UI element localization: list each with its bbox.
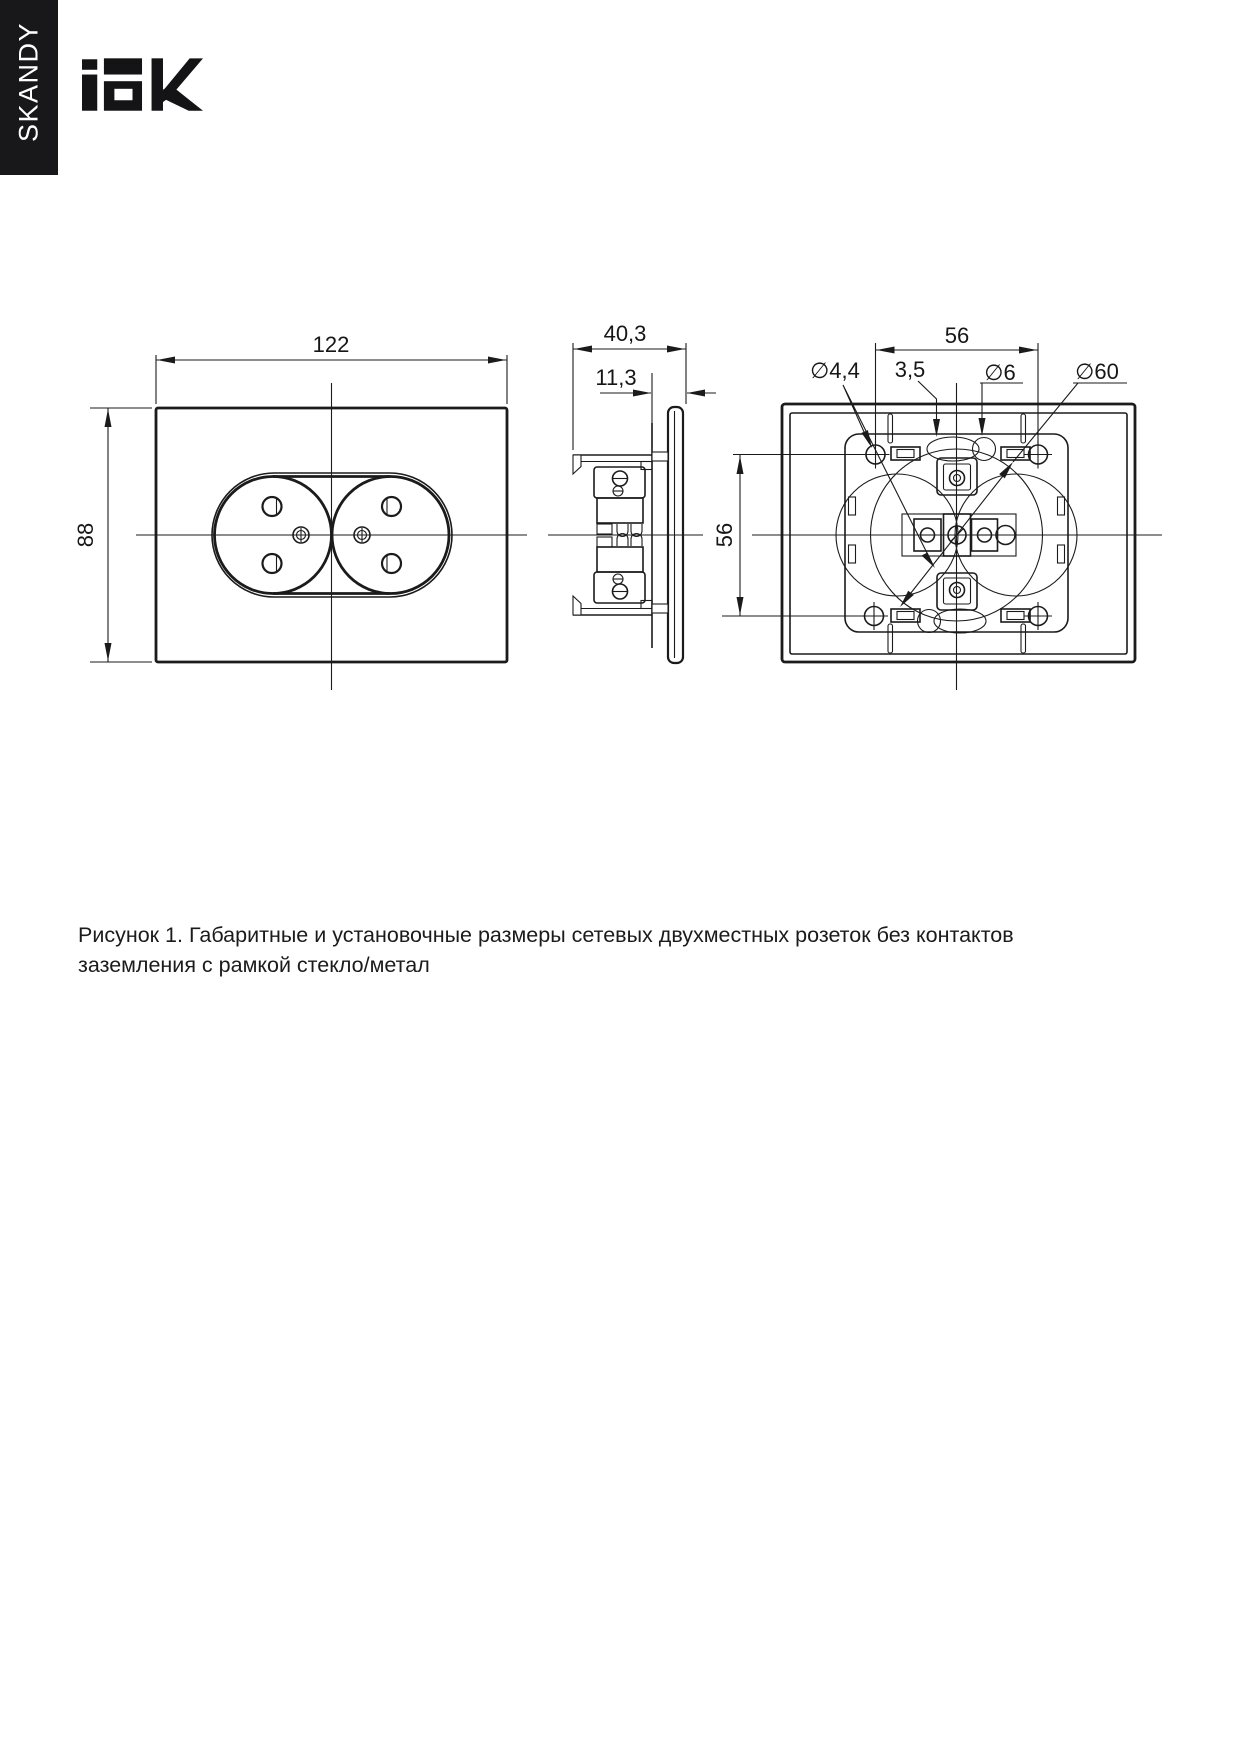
front-width-label: 122	[312, 332, 350, 357]
mount-box-dia-label: ∅60	[1075, 359, 1119, 384]
side-support-nub-top	[652, 452, 668, 461]
callout-claw-hole-dia	[979, 360, 1024, 436]
back-pitch-v-label: 56	[712, 522, 737, 548]
back-pitch-h-label: 56	[944, 323, 970, 348]
front-height-label: 88	[73, 522, 98, 548]
back-view-drawing	[712, 323, 1162, 690]
side-view-drawing	[548, 321, 716, 663]
claw-hole-dia-label: ∅6	[984, 360, 1016, 385]
figure-caption: Рисунок 1. Габаритные и установочные размеры сетевых двухместных розеток без контактов заземления с рамкой стекло/метал	[78, 923, 1014, 977]
side-protrusion-label: 11,3	[595, 365, 637, 390]
claw-slot-label: 3,5	[894, 357, 926, 382]
front-view-drawing	[73, 332, 527, 690]
side-protrusion-dimension	[595, 365, 716, 448]
side-depth-label: 40,3	[603, 321, 647, 346]
screw-hole-dia-label: ∅4,4	[810, 358, 860, 383]
series-label: SKANDY	[13, 22, 44, 143]
side-support-nub-bottom	[652, 604, 668, 613]
callout-claw-slot	[895, 357, 940, 437]
